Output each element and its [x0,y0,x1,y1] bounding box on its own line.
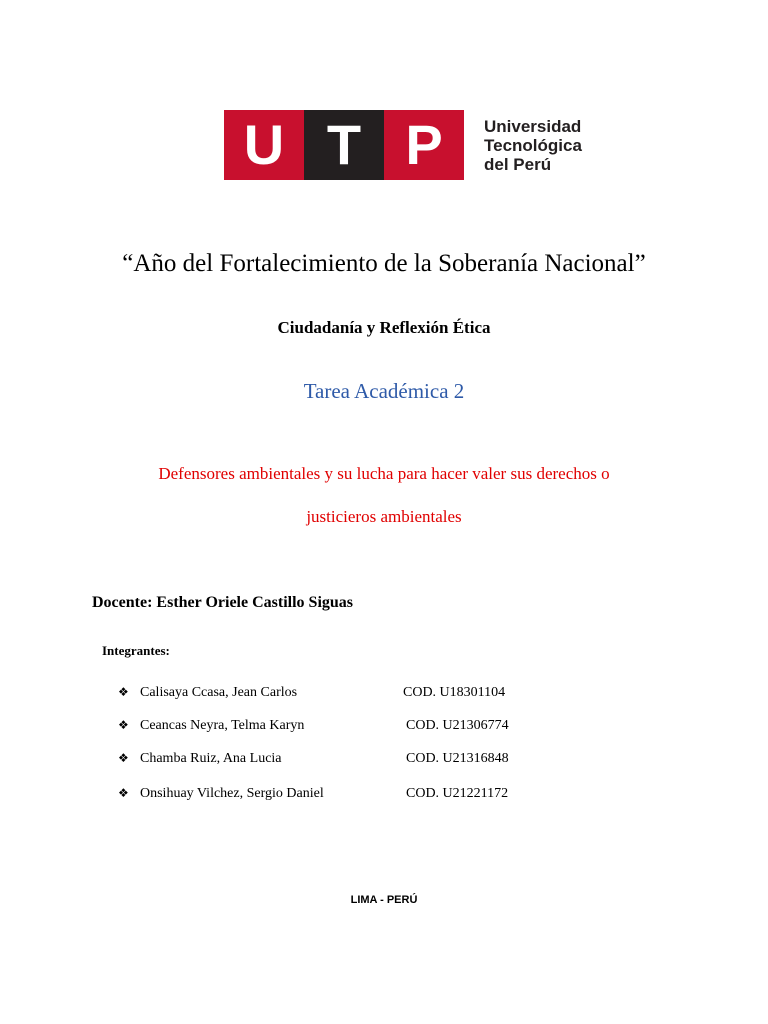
logo-name-line-2: Tecnológica [484,135,582,155]
utp-logo [224,110,582,180]
logo-university-name [484,117,582,174]
member-code: COD. U18301104 [403,685,506,700]
logo-name-line-3: del Perú [484,154,552,174]
teacher-name: Docente: Esther Oriele Castillo Siguas [92,594,354,611]
member-code: COD. U21316848 [406,751,509,766]
topic-line-2: justicieros ambientales [306,507,462,526]
member-name: Ceancas Neyra, Telma Karyn [140,718,305,733]
member-code: COD. U21221172 [406,786,509,801]
member-row [118,786,508,802]
diamond-bullet-icon: ❖ [118,786,129,800]
logo-letter-u: U [224,110,304,180]
member-row [118,718,509,734]
location-footer: LIMA - PERÚ [350,894,418,906]
member-name: Calisaya Ccasa, Jean Carlos [140,685,298,700]
task-title: Tarea Académica 2 [303,379,465,403]
logo-letter-p: P [384,110,464,180]
member-name: Chamba Ruiz, Ana Lucia [140,751,282,766]
member-code: COD. U21306774 [406,718,509,733]
year-motto: “Año del Fortalecimiento de la Soberanía Nacional” [122,250,646,277]
diamond-bullet-icon: ❖ [118,685,129,699]
member-row [118,685,505,701]
member-row [118,751,509,767]
members-label: Integrantes: [102,643,170,658]
member-name: Onsihuay Vilchez, Sergio Daniel [140,786,324,801]
diamond-bullet-icon: ❖ [118,718,129,732]
logo-letter-t: T [304,110,384,180]
logo-name-line-1: Universidad [484,116,582,136]
course-title: Ciudadanía y Reflexión Ética [277,318,491,337]
topic-title [70,452,698,538]
topic-line-1: Defensores ambientales y su lucha para hacer valer sus derechos o [158,464,610,483]
diamond-bullet-icon: ❖ [118,751,129,765]
